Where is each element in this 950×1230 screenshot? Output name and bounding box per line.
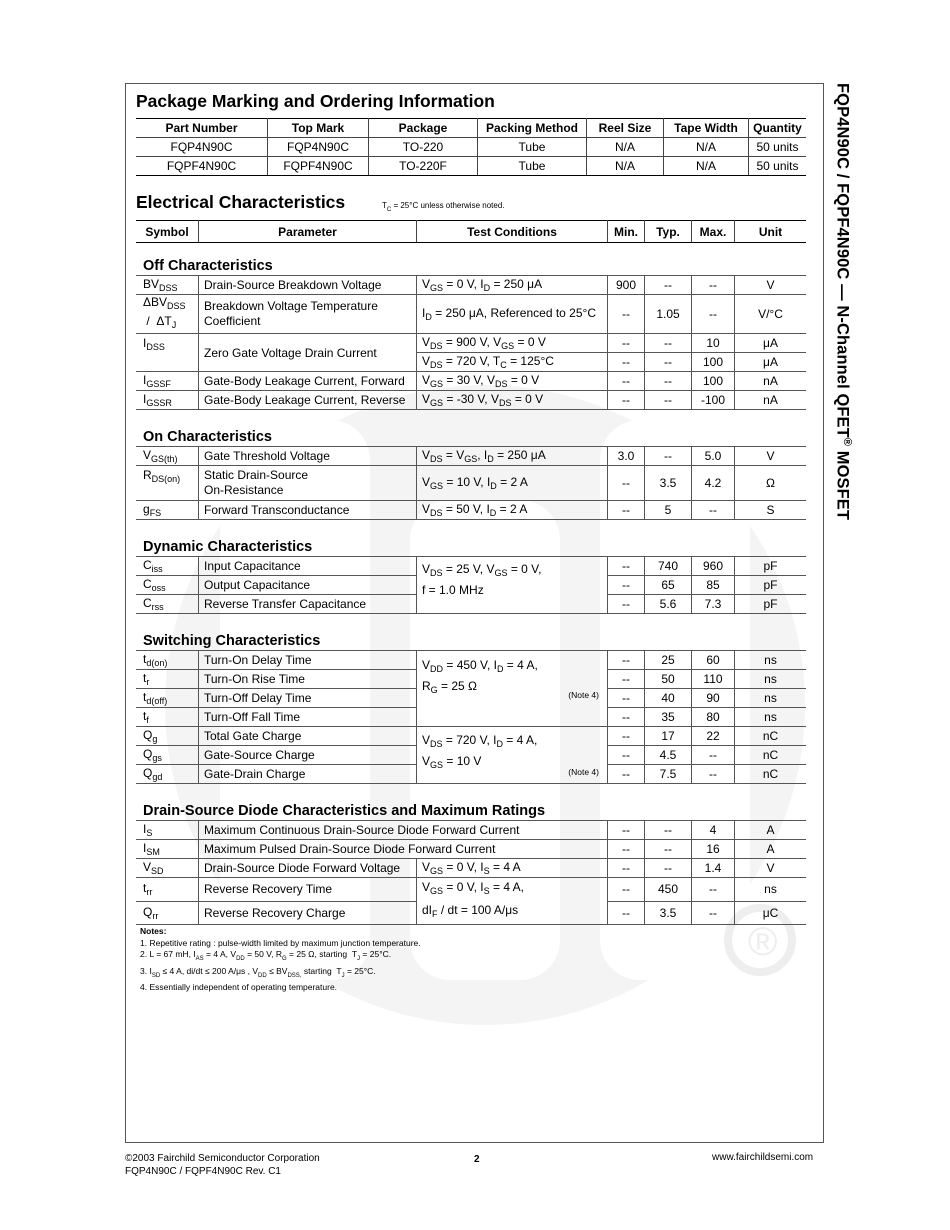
group-on: On Characteristics [143,429,272,445]
revision: FQP4N90C / FQPF4N90C Rev. C1 [125,1166,281,1177]
table-row: $V_{SD}$ Drain-Source Diode Forward Voltage $V_{GS} = 0$ V, $I_S = 4$ A -- -- 1.4 V [136,859,806,878]
col-header: Parameter [199,221,417,243]
group-diode: Drain-Source Diode Characteristics and Maximum Ratings [143,803,546,819]
table-row: $Q_{gs}$ Gate-Source Charge -- 4.5 -- nC [136,746,806,765]
col-header: Part Number [136,119,268,138]
package-section-title: Package Marking and Ordering Information [136,91,495,111]
col-header: Min. [608,221,645,243]
table-row: $BV_{DSS}$ Drain-Source Breakdown Voltage $V_{GS} = 0$ V, $I_D = 250$ μA 900 -- -- V [136,276,806,295]
table-row: $g_{FS}$ Forward Transconductance $V_{DS} = 50$ V, $I_D = 2$ A -- 5 -- S [136,501,806,520]
page-number: 2 [474,1154,480,1165]
group-switching: Switching Characteristics [143,633,321,649]
table-row: FQP4N90C FQP4N90C TO-220 Tube N/A N/A 50 units [136,138,806,157]
col-header: Typ. [645,221,692,243]
col-header: Symbol [136,221,199,243]
website-link[interactable]: www.fairchildsemi.com [712,1152,814,1163]
table-row: $C_{iss}$ Input Capacitance $V_{DS} = 25$ V, $V_{GS} = 0$ V, f = 1.0 MHz -- 740 960 pF [136,557,806,576]
electrical-table [136,220,806,925]
col-header: Max. [692,221,735,243]
col-header: Tape Width [664,119,749,138]
table-header-row [136,221,806,243]
table-row: $V_{DS} = 720$ V, $T_C = 125^\circ C$ -- -- 100 μA [136,353,806,372]
table-row: $I_S$ Maximum Continuous Drain-Source Diode Forward Current -- -- 4 A [136,821,806,840]
svg-text:®: ® [748,920,778,964]
temperature-note: $T_C = 25^\circ C$ unless otherwise noted. [382,201,505,213]
col-header: Reel Size [587,119,664,138]
col-header: Package [369,119,478,138]
table-header-row [136,119,806,138]
table-row: $I_{SM}$ Maximum Pulsed Drain-Source Diode Forward Current -- -- 16 A [136,840,806,859]
table-row: $Q_{gd}$ Gate-Drain Charge -- 7.5 -- nC [136,765,806,784]
table-row: $I_{GSSR}$ Gate-Body Leakage Current, Reverse $V_{GS} = -30$ V, $V_{DS} = 0$ V -- -- -100 nA [136,391,806,410]
package-table [136,118,806,176]
table-row: $C_{rss}$ Reverse Transfer Capacitance -- 5.6 7.3 pF [136,595,806,614]
table-row: $t_{d(on)}$ Turn-On Delay Time $V_{DD} = 450$ V, $I_D = 4$ A, $R_G = 25$ Ω (Note 4) -- 25 60 ns [136,651,806,670]
col-header: Quantity [749,119,807,138]
table-row: $t_{d(off)}$ Turn-Off Delay Time -- 40 90 ns [136,689,806,708]
col-header: Top Mark [268,119,369,138]
table-row: $t_f$ Turn-Off Fall Time -- 35 80 ns [136,708,806,727]
group-dynamic: Dynamic Characteristics [143,539,313,555]
notes-block: Notes: 1. Repetitive rating : pulse-width limited by maximum junction temperature. 2. L = 67 mH, $I_{AS} = 4$ A, $V_{DD} = 50$ V, $R_G = 25$ Ω, starting $T_J = 25^\circ C$. 3. $I_{SD} \le 4$ A, di/dt ≤ 200 A/μs , $V_{DD} \le BV_{DSS,}$ starting $T_J = 25^\circ C$. 4. Essentially independent of operating temperature. [140,926,421,993]
table-row: $t_r$ Turn-On Rise Time -- 50 110 ns [136,670,806,689]
table-row: $t_{rr}$ Reverse Recovery Time $V_{GS} = 0$ V, $I_S = 4$ A, $dI_F$ / dt = 100 A/μs -- 450 -- ns [136,878,806,902]
electrical-section-title: Electrical Characteristics [136,192,346,212]
table-row: $I_{DSS}$ Zero Gate Voltage Drain Current $V_{DS} = 900$ V, $V_{GS} = 0$ V -- -- 10 μA [136,334,806,353]
group-off: Off Characteristics [143,258,273,274]
table-row: $V_{GS(th)}$ Gate Threshold Voltage $V_{DS} = V_{GS}$, $I_D = 250$ μA 3.0 -- 5.0 V [136,447,806,466]
table-row: $I_{GSSF}$ Gate-Body Leakage Current, Forward $V_{GS} = 30$ V, $V_{DS} = 0$ V -- -- 100 nA [136,372,806,391]
side-title: FQP4N90C / FQPF4N90C — N-Channel QFET® MOSFET [833,83,853,521]
table-row: $C_{oss}$ Output Capacitance -- 65 85 pF [136,576,806,595]
col-header: Packing Method [478,119,587,138]
table-row: $Q_{rr}$ Reverse Recovery Charge -- 3.5 -- μC [136,901,806,925]
footer-left [125,1152,320,1178]
table-row: FQPF4N90C FQPF4N90C TO-220F Tube N/A N/A 50 units [136,157,806,176]
table-row: $R_{DS(on)}$ Static Drain-Source On-Resistance $V_{GS} = 10$ V, $I_D = 2$ A -- 3.5 4.2 Ω [136,466,806,501]
col-header: Test Conditions [417,221,608,243]
copyright: ©2003 Fairchild Semiconductor Corporation [125,1153,320,1164]
table-row: $\Delta BV_{DSS}$ / $\Delta T_J$ Breakdown Voltage Temperature Coefficient $I_D = 250$ μA, Referenced to 25°C -- 1.05 -- V/°C [136,295,806,334]
table-row: $Q_g$ Total Gate Charge $V_{DS} = 720$ V, $I_D = 4$ A, $V_{GS} = 10$ V (Note 4) -- 17 22 nC [136,727,806,746]
col-header: Unit [735,221,807,243]
